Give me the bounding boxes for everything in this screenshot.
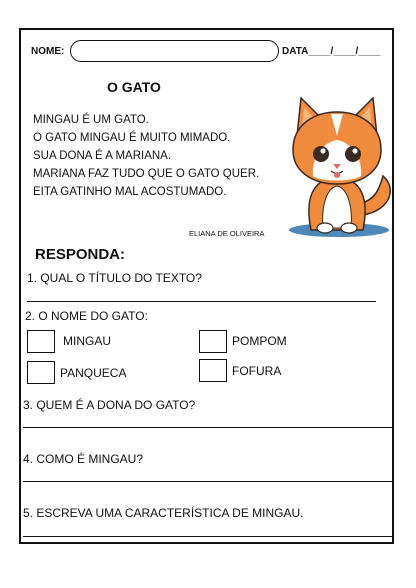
answer-line-5[interactable] — [23, 536, 392, 537]
option-label-panqueca: PANQUECA — [60, 366, 127, 380]
option-label-fofura: FOFURA — [232, 364, 282, 378]
story-line: MINGAU É UM GATO. — [33, 114, 149, 126]
checkbox-panqueca[interactable] — [27, 361, 55, 384]
story-author: ELIANA DE OLIVEIRA — [189, 229, 265, 238]
question-4: 4. COMO É MINGAU? — [23, 452, 144, 466]
nome-input-box[interactable] — [70, 40, 279, 62]
data-label: DATA____/____/____ — [282, 46, 381, 57]
option-label-mingau: MINGAU — [63, 334, 111, 348]
question-3: 3. QUEM É A DONA DO GATO? — [23, 398, 196, 412]
question-2: 2. O NOME DO GATO: — [25, 309, 148, 323]
story-text — [33, 111, 259, 201]
story-line: SUA DONA É A MARIANA. — [33, 150, 172, 162]
question-5: 5. ESCREVA UMA CARACTERÍSTICA DE MINGAU. — [23, 506, 304, 520]
option-label-pompom: POMPOM — [232, 334, 287, 348]
cat-paw-left — [317, 223, 333, 233]
nome-label: NOME: — [31, 46, 65, 57]
cat-eye-left — [313, 146, 329, 162]
answer-line-3[interactable] — [23, 427, 392, 428]
story-line: MARIANA FAZ TUDO QUE O GATO QUER. — [33, 168, 260, 180]
question-1: 1. QUAL O TÍTULO DO TEXTO? — [27, 271, 202, 285]
cat-eye-left-shine — [320, 148, 325, 153]
cat-tongue — [334, 172, 340, 178]
cat-paw-right — [341, 223, 357, 233]
exercise-heading: RESPONDA: — [35, 246, 126, 263]
answer-line-1[interactable] — [27, 301, 376, 302]
worksheet-border — [19, 28, 394, 544]
checkbox-mingau[interactable] — [27, 330, 55, 353]
story-line: O GATO MINGAU É MUITO MIMADO. — [33, 132, 231, 144]
story-title: O GATO — [107, 79, 161, 95]
cat-illustration — [271, 80, 401, 240]
answer-line-4[interactable] — [23, 481, 392, 482]
cat-eye-right-shine — [352, 148, 357, 153]
checkbox-pompom[interactable] — [199, 330, 227, 353]
story-line: EITA GATINHO MAL ACOSTUMADO. — [33, 186, 227, 198]
checkbox-fofura[interactable] — [199, 359, 227, 382]
cat-eye-right — [345, 146, 361, 162]
